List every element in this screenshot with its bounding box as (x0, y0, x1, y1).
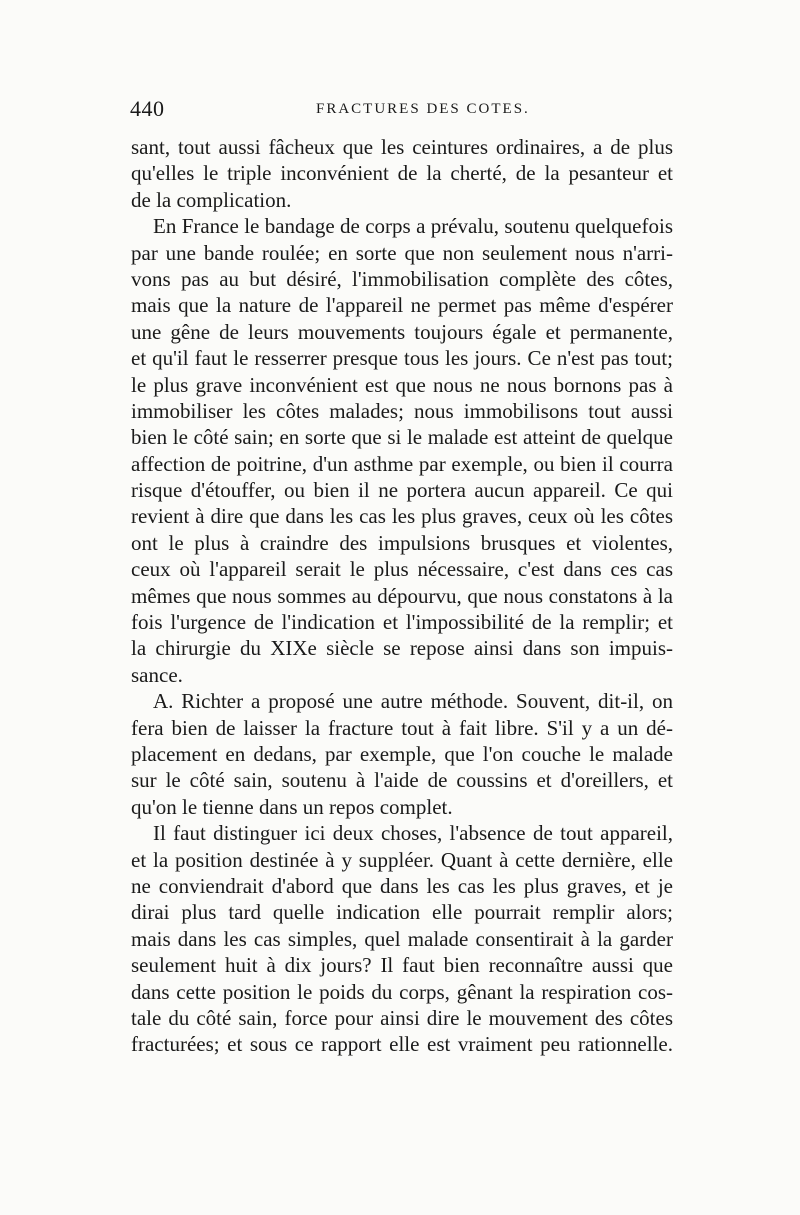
text-line: mais que la nature de l'appareil ne permet pas même d'espérer (131, 293, 673, 318)
running-head: FRACTURES DES COTES. (316, 101, 530, 117)
text-line: placement en dedans, par exemple, que l'on couche le malade (131, 741, 673, 766)
text-line: sant, tout aussi fâcheux que les ceintures ordinaires, a de plus (131, 135, 673, 159)
text-line: mais dans les cas simples, quel malade consentirait à la garder (131, 926, 673, 951)
text-line: seulement huit à dix jours? Il faut bien reconnaître aussi que (131, 953, 673, 978)
text-line: une gêne de leurs mouvements toujours égale et permanente, (131, 319, 673, 344)
text-line: bien le côté sain; en sorte que si le malade est atteint de quelque (131, 425, 673, 450)
text-line: tale du côté sain, force pour ainsi dire le mouvement des côtes (131, 1005, 673, 1030)
text-line: de la complication. (131, 187, 292, 212)
page-header (130, 96, 674, 122)
text-line: A. Richter a proposé une autre méthode. Souvent, dit-il, on (153, 689, 673, 714)
text-line: fera bien de laisser la fracture tout à fait libre. S'il y a un dé- (131, 715, 673, 740)
text-line: par une bande roulée; en sorte que non seulement nous n'arri- (131, 240, 673, 265)
page-number: 440 (130, 96, 165, 121)
text-line: et qu'il faut le resserrer presque tous les jours. Ce n'est pas tout; (131, 346, 673, 371)
text-line: le plus grave inconvénient est que nous ne nous bornons pas à (131, 372, 673, 397)
text-line: sur le côté sain, soutenu à l'aide de coussins et d'oreillers, et (131, 768, 673, 793)
text-line: revient à dire que dans les cas les plus graves, ceux où les côtes (131, 504, 673, 529)
text-line: vons pas au but désiré, l'immobilisation complète des côtes, (131, 266, 673, 291)
text-line: ceux où l'appareil serait le plus nécessaire, c'est dans ces cas (131, 557, 673, 582)
text-line: qu'on le tienne dans un repos complet. (131, 794, 453, 819)
text-line: mêmes que nous sommes au dépourvu, que nous constatons à la (131, 583, 673, 608)
text-line: dans cette position le poids du corps, gênant la respiration cos- (131, 979, 673, 1004)
text-line: et la position destinée à y suppléer. Quant à cette dernière, elle (131, 847, 673, 872)
text-line: Il faut distinguer ici deux choses, l'absence de tout appareil, (153, 821, 673, 846)
text-line: la chirurgie du XIXe siècle se repose ainsi dans son impuis- (131, 636, 673, 661)
text-line: affection de poitrine, d'un asthme par exemple, ou bien il courra (131, 451, 673, 476)
text-line: En France le bandage de corps a prévalu, soutenu quelquefois (153, 214, 673, 239)
text-line: qu'elles le triple inconvénient de la cherté, de la pesanteur et (131, 161, 673, 186)
text-line: fracturées; et sous ce rapport elle est vraiment peu rationnelle. (131, 1032, 673, 1057)
text-line: ont le plus à craindre des impulsions brusques et violentes, (131, 530, 673, 555)
text-line: immobiliser les côtes malades; nous immobilisons tout aussi (131, 398, 673, 423)
text-line: ne conviendrait d'abord que dans les cas les plus graves, et je (131, 873, 673, 898)
text-line: dirai plus tard quelle indication elle pourrait remplir alors; (131, 900, 673, 925)
body-text (131, 134, 673, 1058)
text-line: sance. (131, 662, 183, 687)
text-line: fois l'urgence de l'indication et l'impossibilité de la remplir; et (131, 610, 673, 635)
text-line: risque d'étouffer, ou bien il ne portera aucun appareil. Ce qui (131, 478, 673, 503)
